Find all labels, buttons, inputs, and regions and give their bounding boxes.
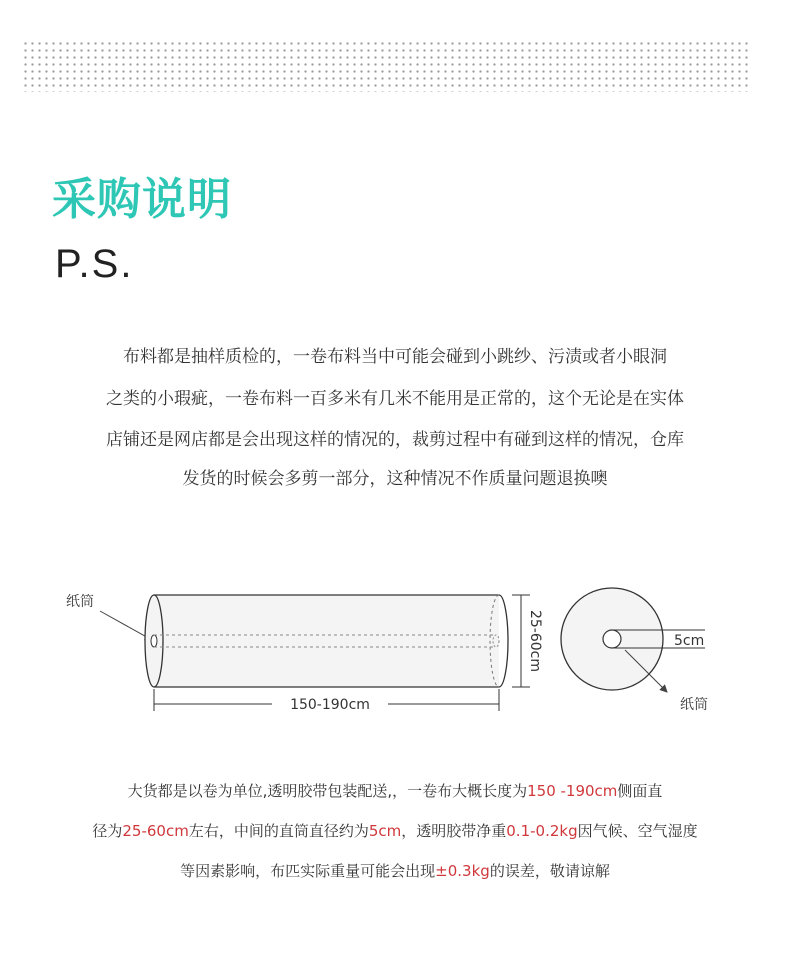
diameter-dimension [512,595,543,687]
roll-length-value: 150 -190cm [527,782,618,800]
notice-line-4: 发货的时候会多剪一部分，这种情况不作质量问题退换噢 [182,469,608,489]
fabric-roll [145,595,508,687]
fabric-roll-diagram [0,575,790,735]
detail-line-3 [30,862,760,880]
tube-label-left: 纸筒 [66,594,94,610]
dotted-pattern [22,40,752,92]
core-diameter-label: 5cm [674,633,705,649]
core-diameter-value: 5cm [368,822,402,840]
weight-error-value: ±0.3kg [435,862,490,880]
notice-line-2: 之类的小瑕疵，一卷布料一百多米有几米不能用是正常的，这个无论是在实体 [106,389,684,409]
roll-side-view [561,588,708,713]
notice-line-1: 布料都是抽样质检的，一卷布料当中可能会碰到小跳纱、污渍或者小眼洞 [123,347,667,367]
detail-text: 因气候、空气湿度 [577,822,698,840]
detail-text: 的误差，敬请谅解 [489,862,610,880]
diameter-label: 25-60cm [527,609,543,673]
section-title: 采购说明 [52,174,232,225]
section-subtitle: P.S. [55,242,134,286]
detail-text: 左右，中间的直筒直径约为 [188,822,369,840]
detail-text: 径为 [92,822,123,840]
detail-text: 等因素影响，布匹实际重量可能会出现 [180,862,436,880]
length-dimension [154,689,499,713]
detail-text: ，透明胶带净重 [401,822,507,840]
notice-line-3: 店铺还是网店都是会出现这样的情况的，裁剪过程中有碰到这样的情况，仓库 [106,430,684,450]
detail-text: 大货都是以卷为单位,透明胶带包装配送,，一卷布大概长度为 [127,782,528,800]
tape-weight-value: 0.1-0.2kg [506,822,578,840]
length-label: 150-190cm [290,697,370,713]
roll-diameter-value: 25-60cm [122,822,189,840]
tube-arrow-left [100,611,152,640]
detail-line-2 [30,822,760,840]
detail-line-1 [30,782,760,800]
tube-label-right: 纸筒 [680,697,708,713]
detail-text: 侧面直 [617,782,663,800]
